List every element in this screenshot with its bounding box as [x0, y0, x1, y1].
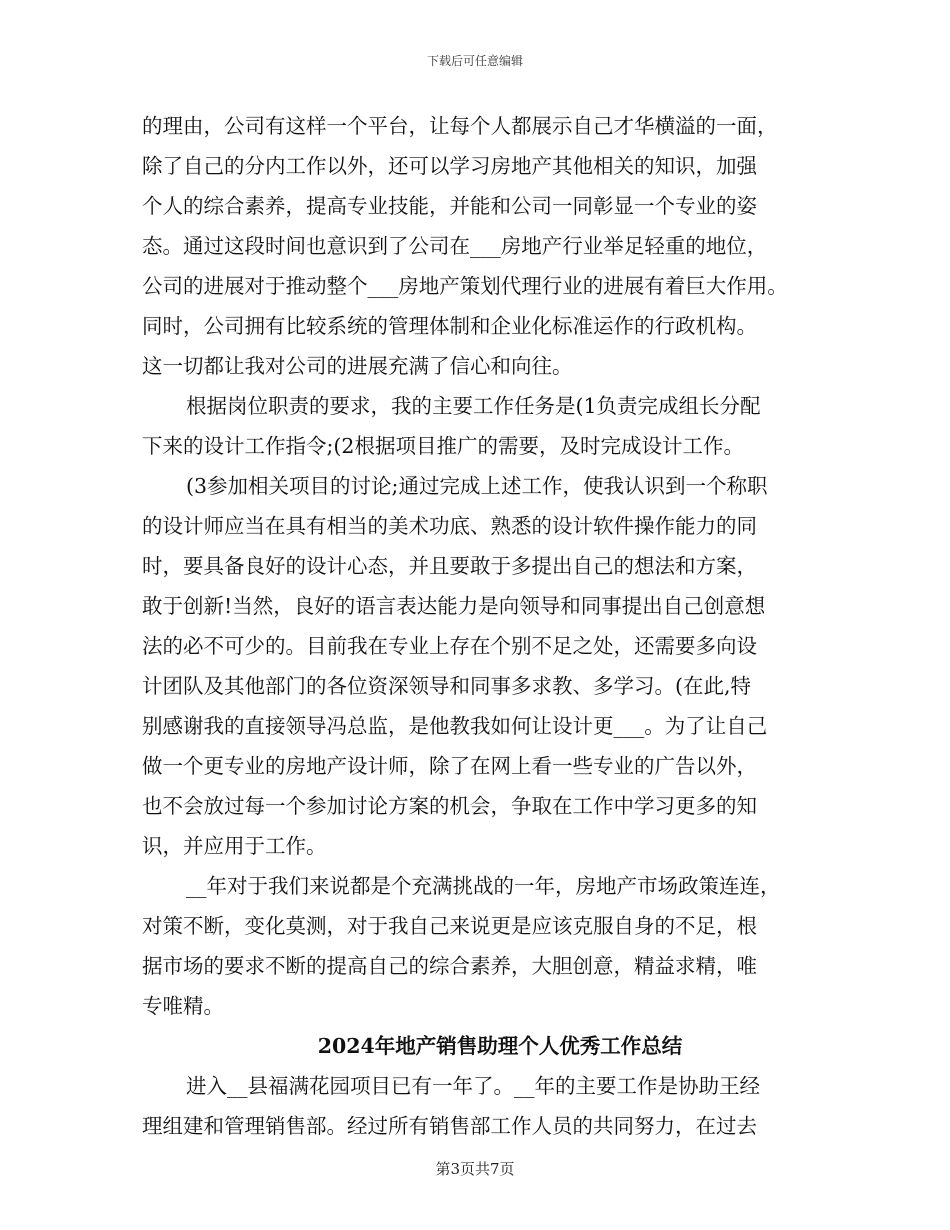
paragraph-start-line: (3参加相关项目的讨论;通过完成上述工作，使我认识到一个称职 [186, 474, 768, 498]
body-line: 个人的综合素养，提高专业技能，并能和公司一同彰显一个专业的姿 [142, 194, 757, 218]
body-line: 时，要具备良好的设计心态，并且要敢于多提出自己的想法和方案， [142, 554, 757, 578]
body-line: 专唯精。 [142, 994, 224, 1018]
body-line: 理组建和管理销售部。经过所有销售部工作人员的共同努力，在过去 [142, 1114, 757, 1138]
body-line: 别感谢我的直接领导冯总监，是他教我如何让设计更___。为了让自己 [142, 714, 768, 738]
page-number: 第3页共7页 [435, 1160, 515, 1178]
section-title: 2024年地产销售助理个人优秀工作总结 [317, 1034, 683, 1058]
body-line: 这一切都让我对公司的进展充满了信心和向往。 [142, 354, 573, 378]
page-header: 下载后可任意编辑 [426, 54, 523, 68]
body-line: 敢于创新!当然，良好的语言表达能力是向领导和同事提出自己创意想 [142, 594, 766, 618]
body-line: 识，并应用于工作。 [142, 834, 327, 858]
body-line: 除了自己的分内工作以外，还可以学习房地产其他相关的知识，加强 [142, 154, 757, 178]
body-line: 计团队及其他部门的各位资深领导和同事多求教、多学习。(在此,特 [142, 674, 752, 698]
body-line: 公司的进展对于推动整个___房地产策划代理行业的进展有着巨大作用。 [142, 274, 788, 298]
paragraph-start-line: __年对于我们来说都是个充满挑战的一年，房地产市场政策连连， [186, 874, 781, 898]
body-line: 对策不断，变化莫测，对于我自己来说更是应该克服自身的不足，根 [142, 914, 757, 938]
document-body [142, 106, 822, 1146]
body-line: 下来的设计工作指令;(2根据项目推广的需要，及时完成设计工作。 [142, 434, 744, 458]
body-line: 的理由，公司有这样一个平台，让每个人都展示自己才华横溢的一面， [142, 114, 778, 138]
body-line: 做一个更专业的房地产设计师，除了在网上看一些专业的广告以外， [142, 754, 757, 778]
paragraph-start-line: 根据岗位职责的要求，我的主要工作任务是(1负责完成组长分配 [186, 394, 761, 418]
body-line: 态。通过这段时间也意识到了公司在___房地产行业举足轻重的地位， [142, 234, 768, 258]
body-line: 的设计师应当在具有相当的美术功底、熟悉的设计软件操作能力的同 [142, 514, 757, 538]
body-line: 也不会放过每一个参加讨论方案的机会，争取在工作中学习更多的知 [142, 794, 757, 818]
paragraph-start-line: 进入__县福满花园项目已有一年了。__年的主要工作是协助王经 [186, 1074, 760, 1098]
body-line: 同时，公司拥有比较系统的管理体制和企业化标准运作的行政机构。 [142, 314, 757, 338]
body-line: 据市场的要求不断的提高自己的综合素养，大胆创意，精益求精，唯 [142, 954, 757, 978]
body-line: 法的必不可少的。目前我在专业上存在个别不足之处，还需要多向设 [142, 634, 757, 658]
